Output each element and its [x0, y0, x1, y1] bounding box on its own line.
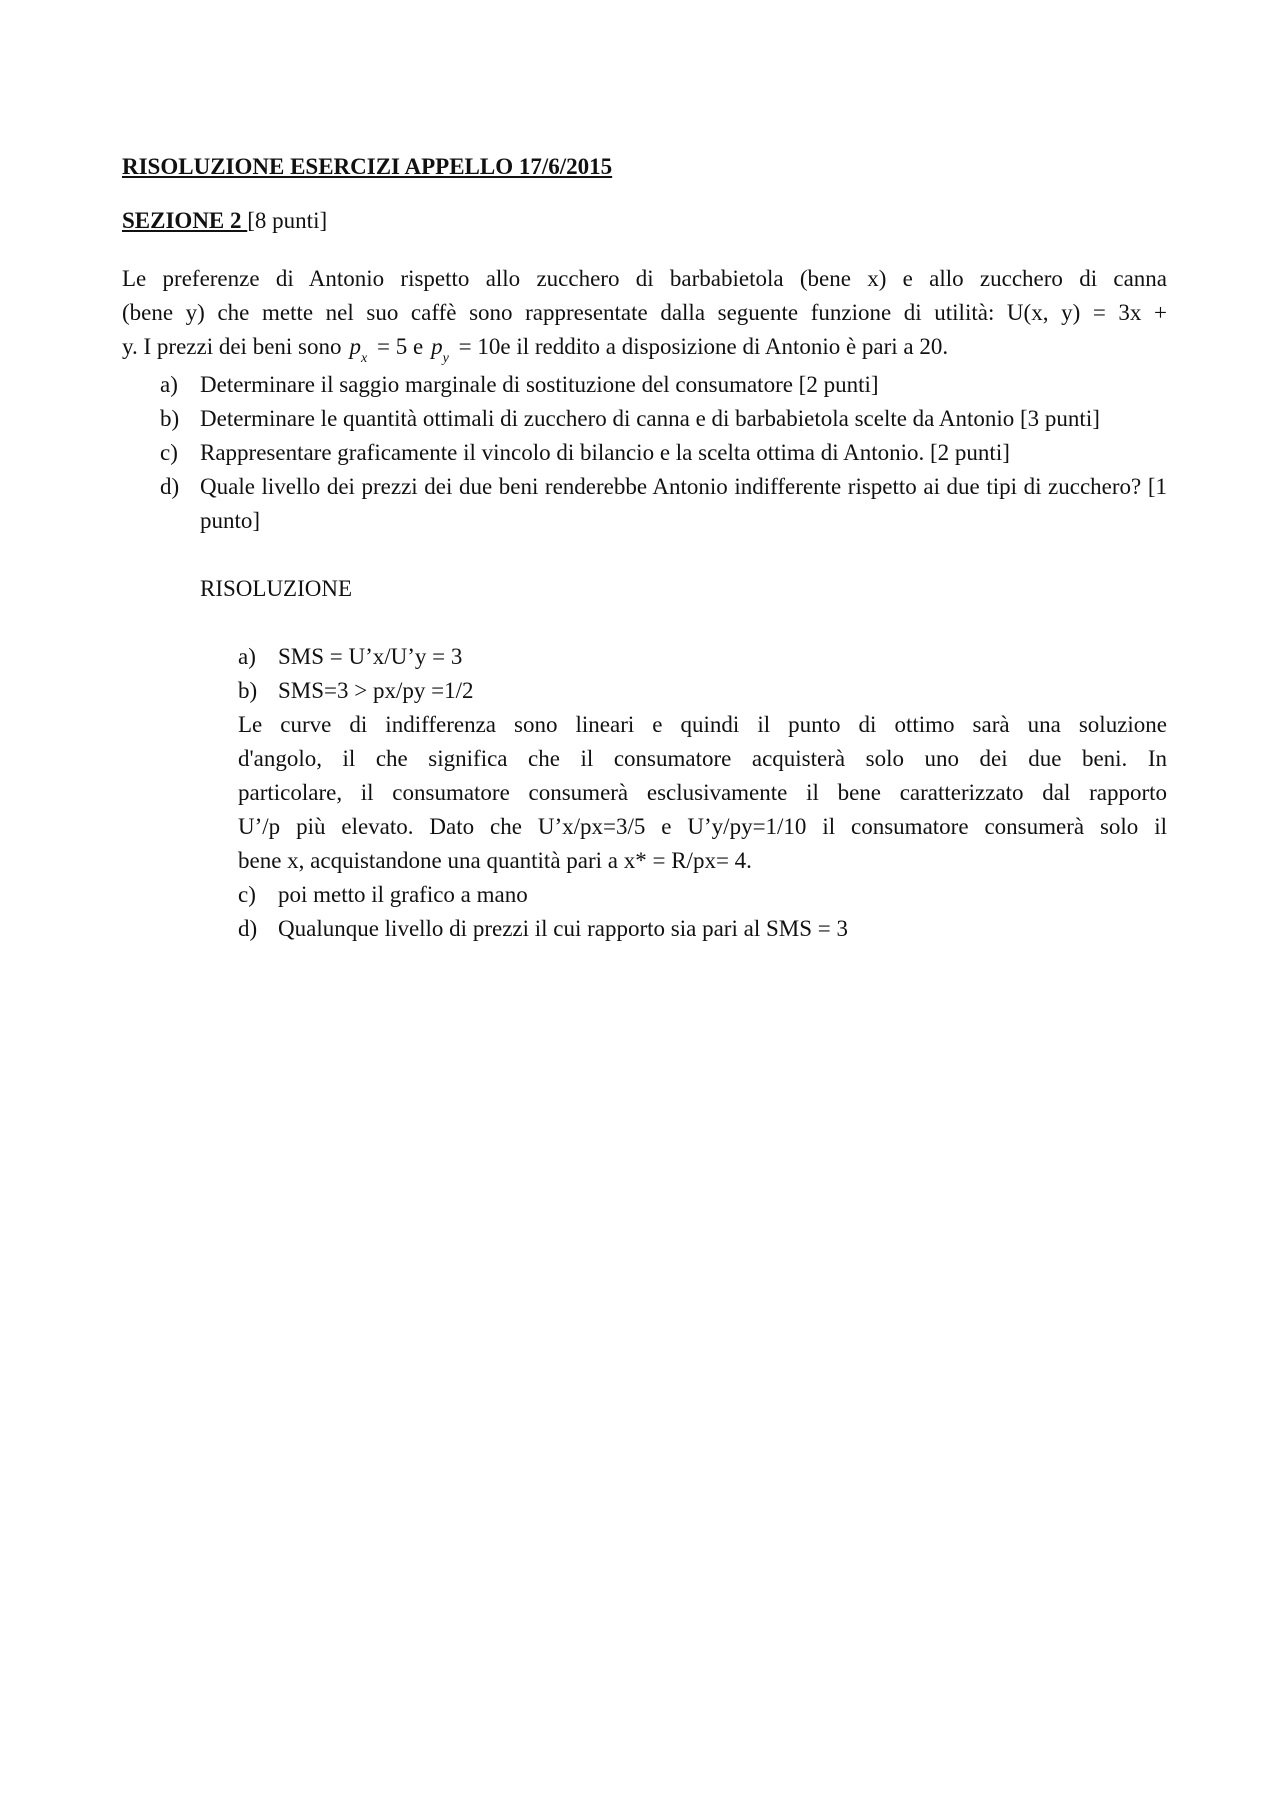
answer-list-continued — [122, 878, 1167, 946]
question-item — [122, 402, 1167, 436]
price-x-subscript: x — [361, 351, 368, 366]
answer-item — [122, 912, 1167, 946]
question-text: Determinare il saggio marginale di sostituzione del consumatore [2 punti] — [200, 372, 879, 397]
answer-text: poi metto il grafico a mano — [278, 882, 528, 907]
exercise-text — [122, 262, 1167, 368]
price-y-subscript: y — [442, 351, 449, 366]
price-x-value: = 5 — [376, 334, 408, 359]
question-text: Rappresentare graficamente il vincolo di bilancio e la scelta ottima di Antonio. [2 punti] — [200, 440, 1010, 465]
section-points: [8 punti] — [247, 208, 328, 233]
answer-explanation — [122, 708, 1167, 878]
question-item — [122, 436, 1167, 470]
explanation-line-5: bene x, acquistandone una quantità pari a x* = R/px= 4. — [238, 848, 752, 873]
question-marker: c) — [160, 440, 178, 465]
exercise-line-1: Le preferenze di Antonio rispetto allo zucchero di barbabietola (bene x) e allo zucchero di canna — [122, 266, 1167, 291]
explanation-line-2: d'angolo, il che significa che il consumatore acquisterà solo uno dei due beni. In — [238, 746, 1167, 771]
answer-item — [122, 640, 1167, 674]
document-title: RISOLUZIONE ESERCIZI APPELLO 17/6/2015 — [122, 154, 613, 179]
question-marker: a) — [160, 372, 178, 397]
answer-list — [122, 640, 1167, 708]
answer-text: Qualunque livello di prezzi il cui rapporto sia pari al SMS = 3 — [278, 916, 848, 941]
answer-marker: c) — [238, 882, 256, 907]
answer-text: SMS = U’x/U’y = 3 — [278, 644, 463, 669]
price-x-symbol: p — [349, 334, 361, 359]
explanation-line-4: U’/p più elevato. Dato che U’x/px=3/5 e U’y/py=1/10 il consumatore consumerà solo il — [238, 814, 1167, 839]
question-item — [122, 368, 1167, 402]
question-text: Quale livello dei prezzi dei due beni renderebbe Antonio indifferente rispetto ai due tipi di zucchero? [1 punto] — [200, 474, 1167, 533]
price-y-symbol: p — [431, 334, 443, 359]
section-heading — [122, 204, 1167, 238]
question-text: Determinare le quantità ottimali di zucchero di canna e di barbabietola scelte da Antonio [3 punti] — [200, 406, 1100, 431]
explanation-line-3: particolare, il consumatore consumerà esclusivamente il bene caratterizzato dal rapporto — [238, 780, 1167, 805]
question-marker: d) — [160, 474, 180, 499]
question-item — [122, 470, 1167, 538]
explanation-line-1: Le curve di indifferenza sono lineari e quindi il punto di ottimo sarà una soluzione — [238, 712, 1167, 737]
prices-lead-text: y. I prezzi dei beni sono — [122, 334, 342, 359]
document-page — [122, 150, 1167, 946]
question-marker: b) — [160, 406, 180, 431]
price-y-value: = 10 — [458, 334, 501, 359]
exercise-line-3 — [122, 330, 1167, 368]
solution-heading: RISOLUZIONE — [200, 576, 353, 601]
section-name: SEZIONE 2 — [122, 208, 248, 233]
answer-text: SMS=3 > px/py =1/2 — [278, 678, 474, 703]
answer-marker: b) — [238, 678, 258, 703]
conjunction: e — [412, 334, 424, 359]
answer-item — [122, 878, 1167, 912]
question-list — [122, 368, 1167, 538]
answer-marker: a) — [238, 644, 256, 669]
exercise-line-2: (bene y) che mette nel suo caffè sono rappresentate dalla seguente funzione di utilità: U(x, y) = 3x + — [122, 300, 1167, 325]
income-text: e il reddito a disposizione di Antonio è pari a 20. — [500, 334, 949, 359]
answer-marker: d) — [238, 916, 258, 941]
answer-item — [122, 674, 1167, 708]
